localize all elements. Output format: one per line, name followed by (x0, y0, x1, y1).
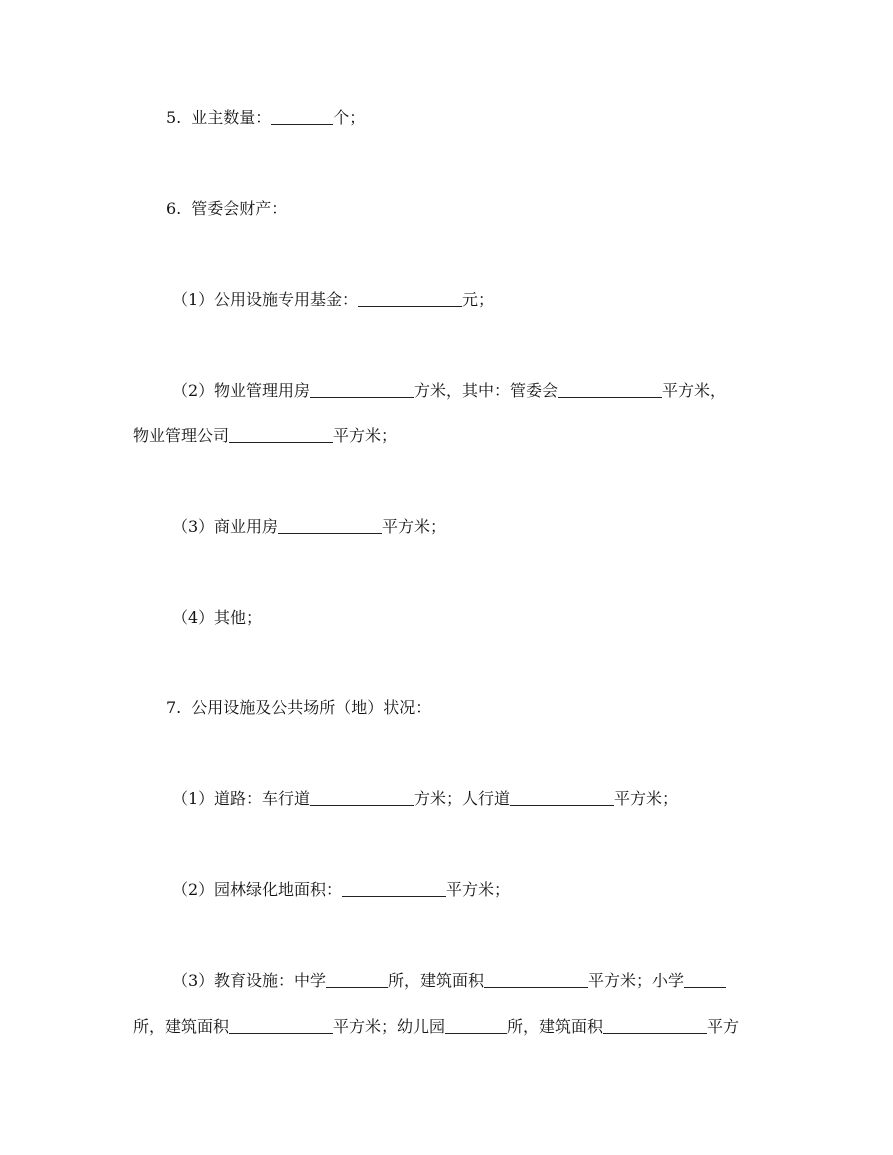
item-6-2-continuation (133, 425, 397, 447)
sub-item-number: （2） (172, 381, 215, 400)
item-7-3-continuation (133, 1016, 739, 1038)
item-suffix: 平方米； (446, 880, 511, 899)
item-label: 教育设施：中学 (214, 971, 327, 990)
item-label: 其他； (214, 608, 263, 627)
blank-primary-school-area[interactable] (229, 1017, 333, 1034)
item-text: 平方米；幼儿园 (333, 1017, 446, 1036)
blank-sidewalk-area[interactable] (510, 789, 614, 806)
sub-item-number: （1） (172, 290, 215, 309)
sub-item-number: （3） (172, 517, 215, 536)
item-label: 管委会财产： (191, 199, 288, 218)
item-7-public-facilities (166, 697, 431, 719)
sub-item-number: （2） (172, 880, 215, 899)
item-7-3-education (172, 970, 726, 992)
item-number: 7. (166, 698, 182, 717)
item-suffix: 平方米； (382, 517, 447, 536)
item-7-2-greenery (172, 879, 510, 901)
blank-middle-school-count[interactable] (326, 971, 388, 988)
item-label: 公用设施及公共场所（地）状况： (191, 698, 432, 717)
item-number: 5. (166, 108, 182, 127)
item-text: 所，建筑面积 (507, 1017, 604, 1036)
item-suffix: 平方米； (614, 789, 679, 808)
item-6-3-commercial (172, 516, 446, 538)
blank-middle-school-area[interactable] (484, 971, 588, 988)
blank-greenery-area[interactable] (342, 880, 446, 897)
blank-committee-area[interactable] (558, 381, 662, 398)
blank-commercial-area[interactable] (278, 517, 382, 534)
item-label: 园林绿化地面积： (214, 880, 343, 899)
item-6-4-other (172, 607, 262, 629)
item-text: 方米；人行道 (414, 789, 511, 808)
blank-fund-amount[interactable] (358, 290, 462, 307)
item-label: 公用设施专用基金： (214, 290, 359, 309)
item-label: 业主数量： (191, 108, 272, 127)
item-suffix: 元； (462, 290, 495, 309)
blank-kindergarten-count[interactable] (445, 1017, 507, 1034)
blank-kindergarten-area[interactable] (603, 1017, 707, 1034)
item-label: 物业管理用房 (214, 381, 311, 400)
sub-item-number: （1） (172, 789, 215, 808)
item-text: 所，建筑面积 (388, 971, 485, 990)
blank-roadway-area[interactable] (310, 789, 414, 806)
sub-item-number: （3） (172, 971, 215, 990)
item-text: 所，建筑面积 (133, 1017, 230, 1036)
item-text: 平方米；小学 (588, 971, 685, 990)
item-6-committee-property (166, 198, 287, 220)
blank-company-area[interactable] (229, 426, 333, 443)
item-label: 道路：车行道 (214, 789, 311, 808)
blank-management-room-area[interactable] (310, 381, 414, 398)
item-label: 商业用房 (214, 517, 279, 536)
item-suffix: 个； (333, 108, 366, 127)
item-suffix: 平方米； (333, 426, 398, 445)
item-6-1-fund (172, 289, 494, 311)
item-text: 方米，其中：管委会 (414, 381, 559, 400)
item-text: 平方米， (662, 381, 727, 400)
item-5-owner-count (166, 107, 365, 129)
blank-owner-count[interactable] (271, 108, 333, 125)
blank-primary-school-count[interactable] (684, 971, 726, 988)
item-7-1-roads (172, 788, 678, 810)
sub-item-number: （4） (172, 608, 215, 627)
item-label: 物业管理公司 (133, 426, 230, 445)
item-text: 平方 (707, 1017, 740, 1036)
item-6-2-management-room (172, 380, 726, 402)
item-number: 6. (166, 199, 182, 218)
